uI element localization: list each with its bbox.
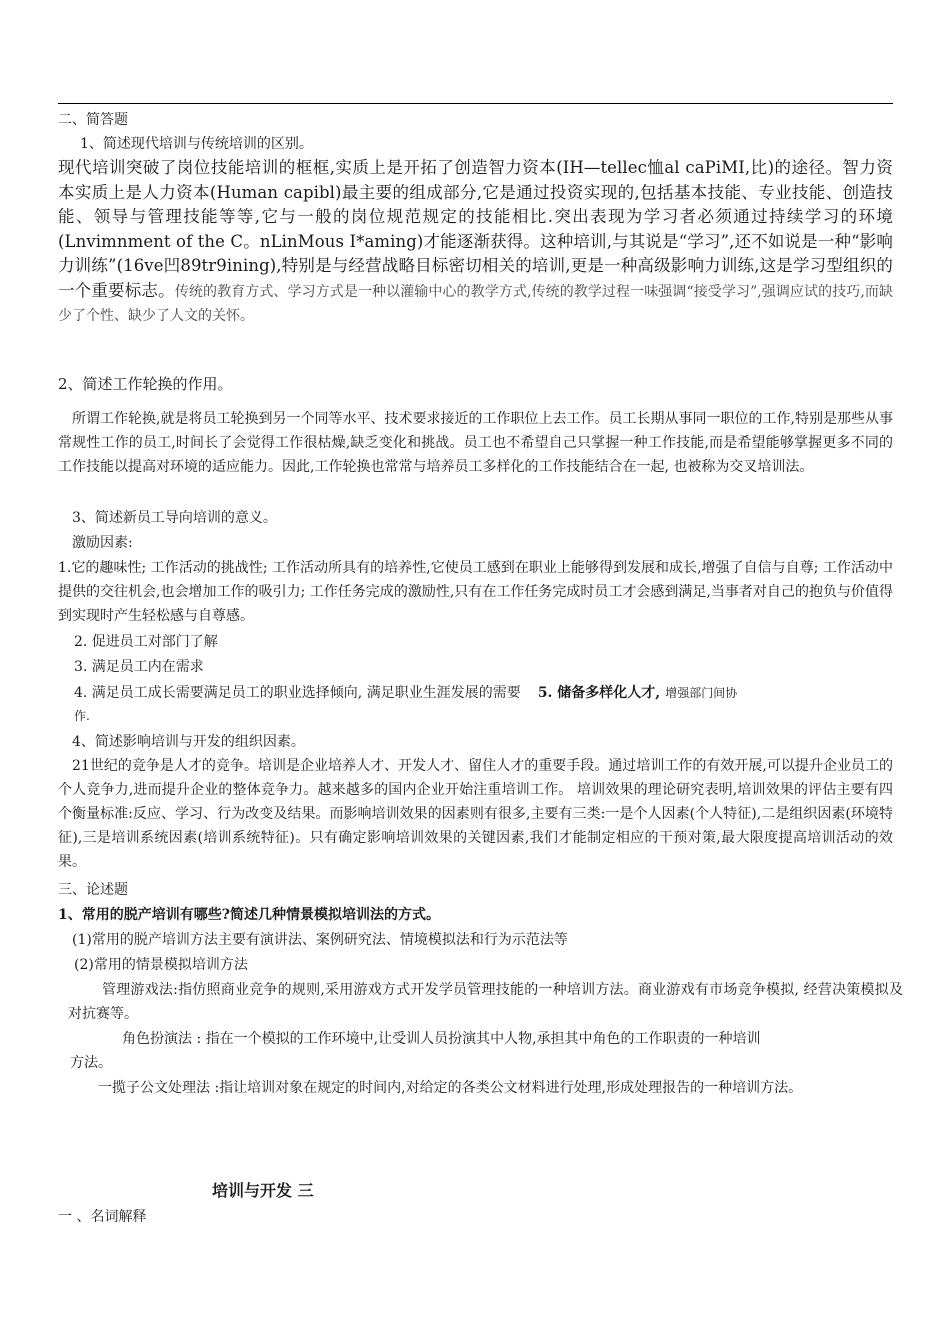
q3-item-1: 1.它的趣味性; 工作活动的挑战性; 工作活动所具有的培养性,它使员工感到在职业上能够得到发展和成长,增强了自信与自尊; 工作活动中提供的交往机会,也会增加工作的吸引力; 工作任务完成的激励性,只有在工作任务完成时员工才会感到满足,当事者对自己的抱负与价值得到实现时产生轻松感与自尊感。 xyxy=(58,560,893,624)
q4-answer: 21世纪的竞争是人才的竞争。培训是企业培养人才、开发人才、留住人才的重要手段。通过培训工作的有效开展,可以提升企业员工的个人竞争力,进而提升企业的整体竞争力。越来越多的国内企业开始注重培训工作。 培训效果的理论研究表明,培训效果的评估主要有四个衡量标准:反应、学习、行为改变及结果。而影响培训效果的因素则有很多,主要有三类:一是个人因素(个人特征),二是组织因素(环境特征),三是培训系统因素(培训系统特征)。只有确定影响培训效果的关键因素,我们才能制定相应的干预对策,最大限度提高培训活动的效果。 xyxy=(58,758,893,870)
section-three-title: 三、论述题 xyxy=(58,882,128,898)
q3-item-3: 3. 满足员工内在需求 xyxy=(74,659,204,675)
header-rule xyxy=(58,103,893,104)
part-heading: 培训与开发 三 xyxy=(212,1181,314,1200)
essay-basket: 一揽子公文处理法 :指让培训对象在规定的时间内,对给定的各类公文材料进行处理,形成处理报告的一种培训方法。 xyxy=(98,1080,803,1096)
essay-role-a: 角色扮演法 : 指在一个模拟的工作环境中,让受训人员扮演其中人物,承担其中角色的工作职责的一种培训 xyxy=(122,1031,761,1047)
q1-title: 1、简述现代培训与传统培训的区别。 xyxy=(80,136,313,152)
q3-item-5-small: 增强部门间协 xyxy=(665,686,738,700)
q3-item-2: 2. 促进员工对部门了解 xyxy=(74,634,218,650)
section-two-title: 二、简答题 xyxy=(58,112,128,128)
q1-answer xyxy=(58,156,893,328)
essay-role-b: 方法。 xyxy=(70,1055,112,1071)
q3-item-4: 4. 满足员工成长需要满足员工的职业选择倾向, 满足职业生涯发展的需要 xyxy=(74,685,521,701)
essay-game: 管理游戏法:指仿照商业竞争的规则,采用游戏方式开发学员管理技能的一种培训方法。商业游戏有市场竞争模拟, 经营决策模拟及对抗赛等。 xyxy=(68,982,903,1022)
q2-answer: 所谓工作轮换,就是将员工轮换到另一个同等水平、技术要求接近的工作职位上去工作。员工长期从事同一职位的工作,特别是那些从事常规性工作的员工,时间长了会觉得工作很枯燥,缺乏变化和挑战。员工也不希望自己只掌握一种工作技能,而是希望能够掌握更多不同的工作技能以提高对环境的适应能力。因此,工作轮换也常常与培养员工多样化的工作技能结合在一起, 也被称为交叉培训法。 xyxy=(58,411,893,475)
q1-answer-tail: 传统的教育方式、学习方式是一种以灌输中心的教学方式,传统的教学过程一味强调“接受学习”,强调应试的技巧,而缺少了个性、缺少了人文的关怀。 xyxy=(58,283,893,324)
essay-p2: (2)常用的情景模拟培训方法 xyxy=(74,957,248,973)
q3-item-4-5 xyxy=(58,680,909,705)
part-sub: 一 、名词解释 xyxy=(58,1209,147,1225)
q1-answer-main: 现代培训突破了岗位技能培训的框框,实质上是开拓了创造智力资本(IH—tellec恤al caPiMI,比)的途径。智力资本实质上是人力资本(Human capibl)最主要的组成部分,它是通过投资实现的,包括基本技能、专业技能、创造技能、领导与管理技能等等,它与一般的岗位规范规定的技能相比.突出表现为学习者必须通过持续学习的环境(Lnvimnment of the C。nLinMous I*aming)才能逐渐获得。这种培训,与其说是“学习”,还不如说是一种“影响力训练”(16ve凹89tr9ining),特别是与经营战略目标密切相关的培训,更是一种高级影响力训练,这是学习型组织的一个重要标志。 xyxy=(58,158,893,300)
essay-p1: (1)常用的脱产培训方法主要有演讲法、案例研究法、情境模拟法和行为示范法等 xyxy=(72,932,568,948)
essay-q1-title: 1、常用的脱产培训有哪些?简述几种情景模拟培训法的方式。 xyxy=(58,907,440,923)
q2-title: 2、简述工作轮换的作用。 xyxy=(58,375,233,393)
q3-item-5: 5. 储备多样化人才, xyxy=(537,685,661,701)
q4-title: 4、简述影响培训与开发的组织因素。 xyxy=(72,734,305,750)
q3-title: 3、简述新员工导向培训的意义。 xyxy=(72,510,277,526)
q3-item-5-cont: 作. xyxy=(74,709,90,723)
q3-sub: 激励因素: xyxy=(72,535,133,551)
